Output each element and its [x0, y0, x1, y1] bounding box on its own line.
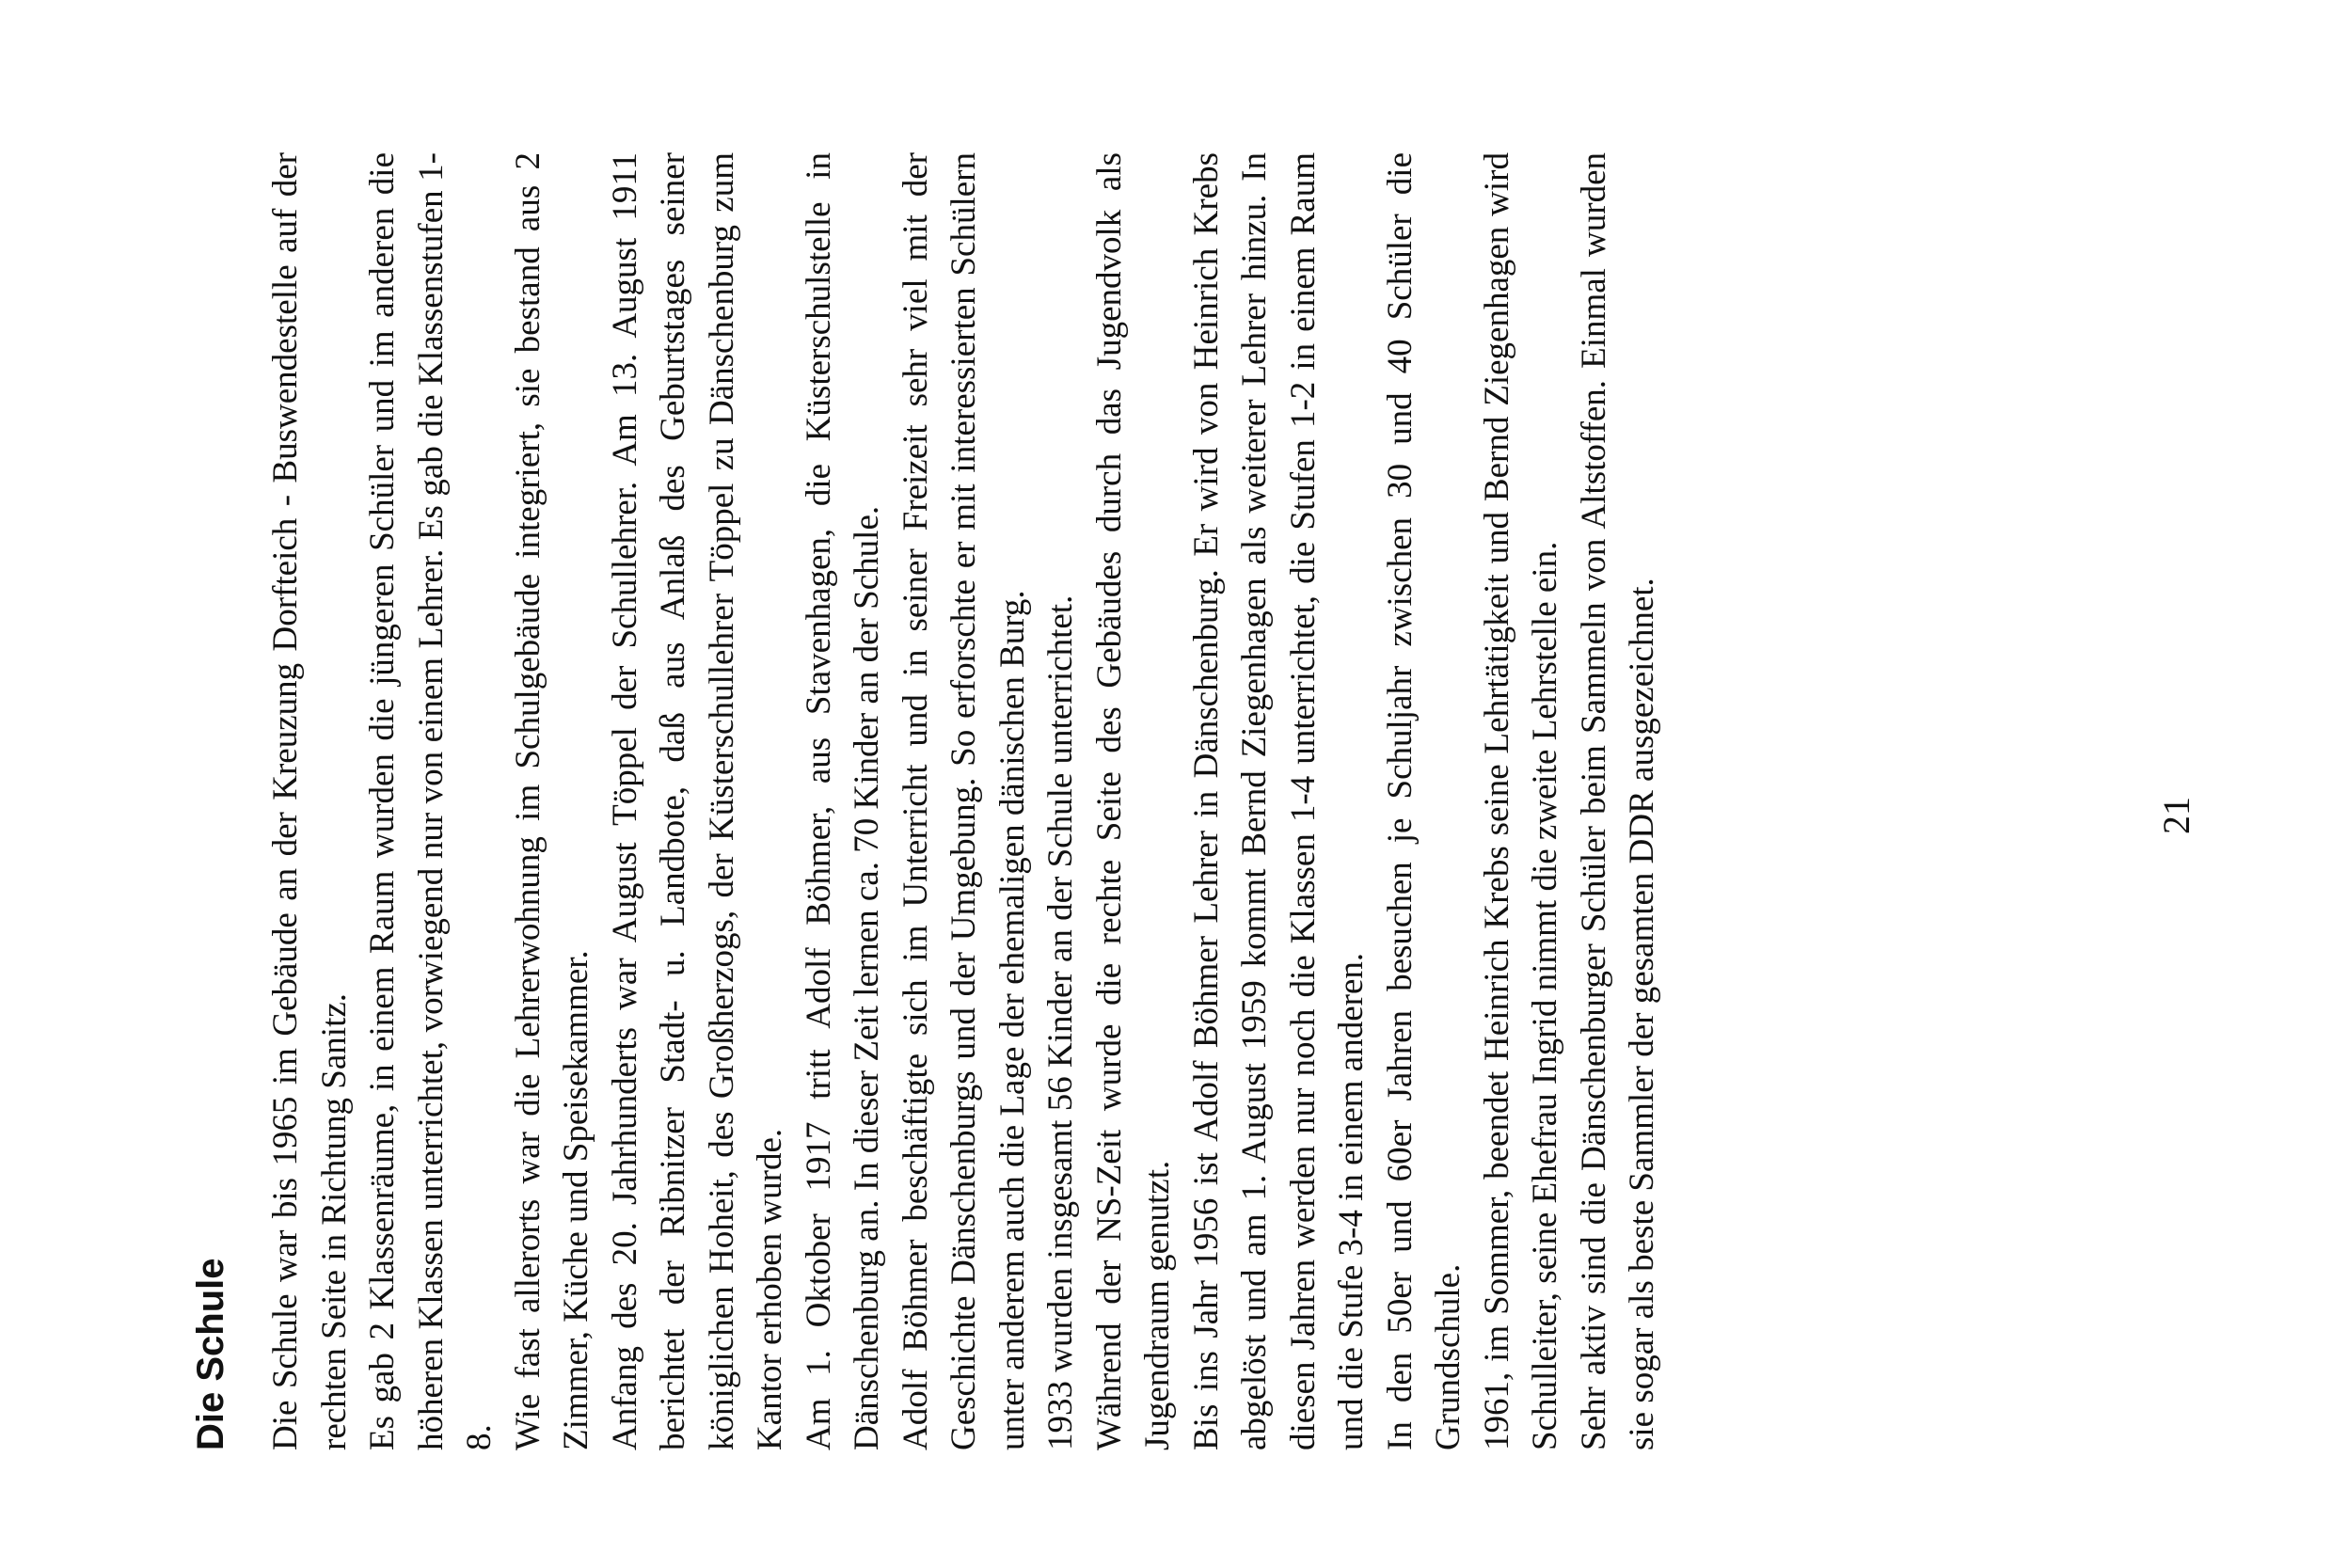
paragraph-classrooms: Es gab 2 Klassenräume, in einem Raum wurden die jüngeren Schüler und im anderen die höheren Klassen unterrichtet, vorwiegend nur von einem Lehrer. Es gab die Klassenstufen 1-8.: [363, 152, 499, 1450]
page-number: 21: [2155, 797, 2197, 834]
paragraph-1956: Bis ins Jahr 1956 ist Adolf Böhmer Lehrer in Dänschenburg. Er wird von Heinrich Krebs abgelöst und am 1. August 1959 kommt Bernd Ziegenhagen als weiterer Lehrer hinzu. In diesen Jahren werden nur noch die Klassen 1-4 unterrichtet, die Stufen 1-2 in einem Raum und die Stufe 3-4 in einem anderen.: [1186, 152, 1371, 1450]
paragraph-adolf-boehmer-start: Am 1. Oktober 1917 tritt Adolf Böhmer, aus Stavenhagen, die Küsterschulstelle in Dänschenburg an. In dieser Zeit lernen ca. 70 Kinder an der Schule.: [799, 152, 886, 1450]
paragraph-1933: 1933 wurden insgesamt 56 Kinder an der Schule unterrichtet.: [1041, 594, 1080, 1450]
document-body: [188, 152, 1667, 1450]
paragraph-teacher-apartment: Wie fast allerorts war die Lehrerwohnung im Schulgebäude integriert, sie bestand aus 2 Zimmer, Küche und Speisekammer.: [508, 152, 595, 1450]
paragraph-1961: 1961, im Sommer, beendet Heinrich Krebs seine Lehrtätigkeit und Bernd Ziegenhagen wird Schulleiter, seine Ehefrau Ingrid nimmt die zweite Lehrstelle ein.: [1477, 152, 1564, 1450]
paragraph-adolf-boehmer-research: Adolf Böhmer beschäftigte sich im Unterricht und in seiner Freizeit sehr viel mit der Geschichte Dänschenburgs und der Umgebung. So erforschte er mit interessierten Schülern unter anderem auch die Lage der ehemaligen dänischen Burg.: [896, 152, 1032, 1450]
page-title: Die Schule: [190, 1258, 231, 1450]
paragraph-altstoffe: Sehr aktiv sind die Dänschenburger Schüler beim Sammeln von Altstoffen. Einmal wurden sie sogar als beste Sammler der gesamten DDR ausgezeichnet.: [1574, 152, 1661, 1450]
paragraph-august-toeppel: Anfang des 20. Jahrhunderts war August Töppel der Schullehrer. Am 13. August 1911 berichtet der Ribnitzer Stadt- u. Landbote, daß aus Anlaß des Geburtstages seiner königlichen Hoheit, des Großherzogs, der Küsterschullehrer Töppel zu Dänschenburg zum Kantor erhoben wurde.: [605, 152, 789, 1450]
paragraph-location: Die Schule war bis 1965 im Gebäude an der Kreuzung Dorfteich - Buswendestelle auf der rechten Seite in Richtung Sanitz.: [266, 152, 354, 1450]
paragraph-ns-zeit: Während der NS-Zeit wurde die rechte Seite des Gebäudes durch das Jugendvolk als Jugendraum genutzt.: [1089, 152, 1177, 1450]
paragraph-50er-60er: In den 50er und 60er Jahren besuchen je Schuljahr zwischen 30 und 40 Schüler die Grundschule.: [1380, 152, 1467, 1450]
